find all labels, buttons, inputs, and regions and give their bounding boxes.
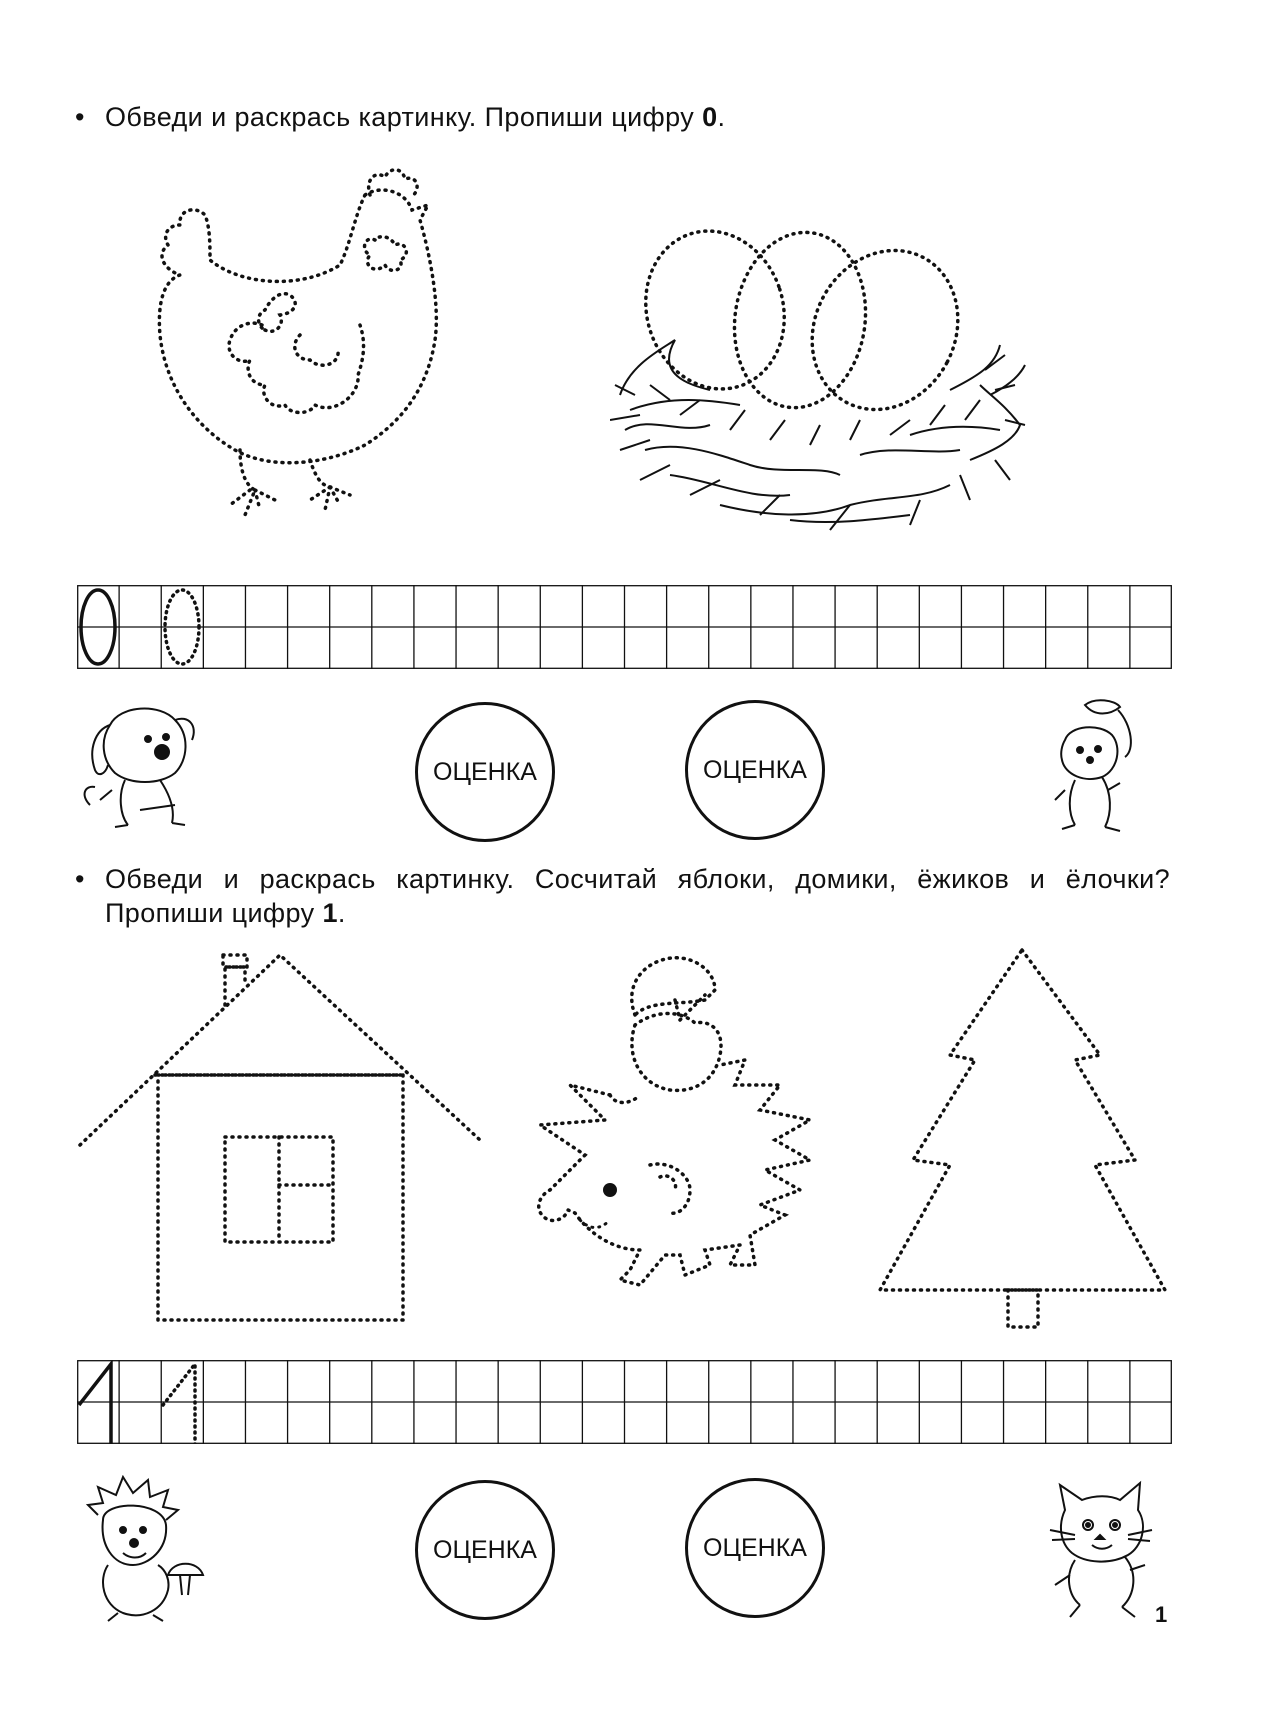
nest-eggs-icon xyxy=(610,225,1030,545)
task-2-instruction xyxy=(75,862,1170,930)
hen-outline-icon xyxy=(150,165,460,550)
task-1-instruction xyxy=(75,100,1170,134)
digit-1-writing-grid xyxy=(77,1360,1172,1444)
task-2-digit: 1 xyxy=(322,898,338,928)
house-outline-icon xyxy=(75,945,490,1325)
digit-0-writing-grid xyxy=(77,585,1172,669)
task-2-text: Обведи и раскрась картинку. Сосчитай яблоки, домики, ёжиков и ёлочки? Пропиши цифру xyxy=(105,864,1170,928)
task-1-text: Обведи и раскрась картинку. Пропиши цифру xyxy=(105,102,703,132)
puppy-icon xyxy=(80,695,200,835)
grade-circle-1b[interactable]: ОЦЕНКА xyxy=(685,700,825,840)
digit-1-sample xyxy=(79,1364,111,1444)
bullet: • xyxy=(75,864,85,894)
bullet: • xyxy=(75,102,85,132)
kitten-icon xyxy=(1040,1475,1160,1625)
task-1-digit: 0 xyxy=(702,102,718,132)
digit-1-trace xyxy=(163,1364,195,1444)
grade-circle-2b[interactable]: ОЦЕНКА xyxy=(685,1478,825,1618)
grade-circle-1a[interactable]: ОЦЕНКА xyxy=(415,702,555,842)
task-2-period: . xyxy=(337,898,346,928)
page-number: 1 xyxy=(1155,1602,1168,1627)
grade-circle-2a[interactable]: ОЦЕНКА xyxy=(415,1480,555,1620)
hedgehog-mushroom-icon xyxy=(78,1475,208,1625)
fir-tree-outline-icon xyxy=(875,945,1175,1330)
bunny-icon xyxy=(1040,695,1140,840)
hedgehog-apple-icon xyxy=(530,945,840,1340)
task-1-period: . xyxy=(717,102,726,132)
